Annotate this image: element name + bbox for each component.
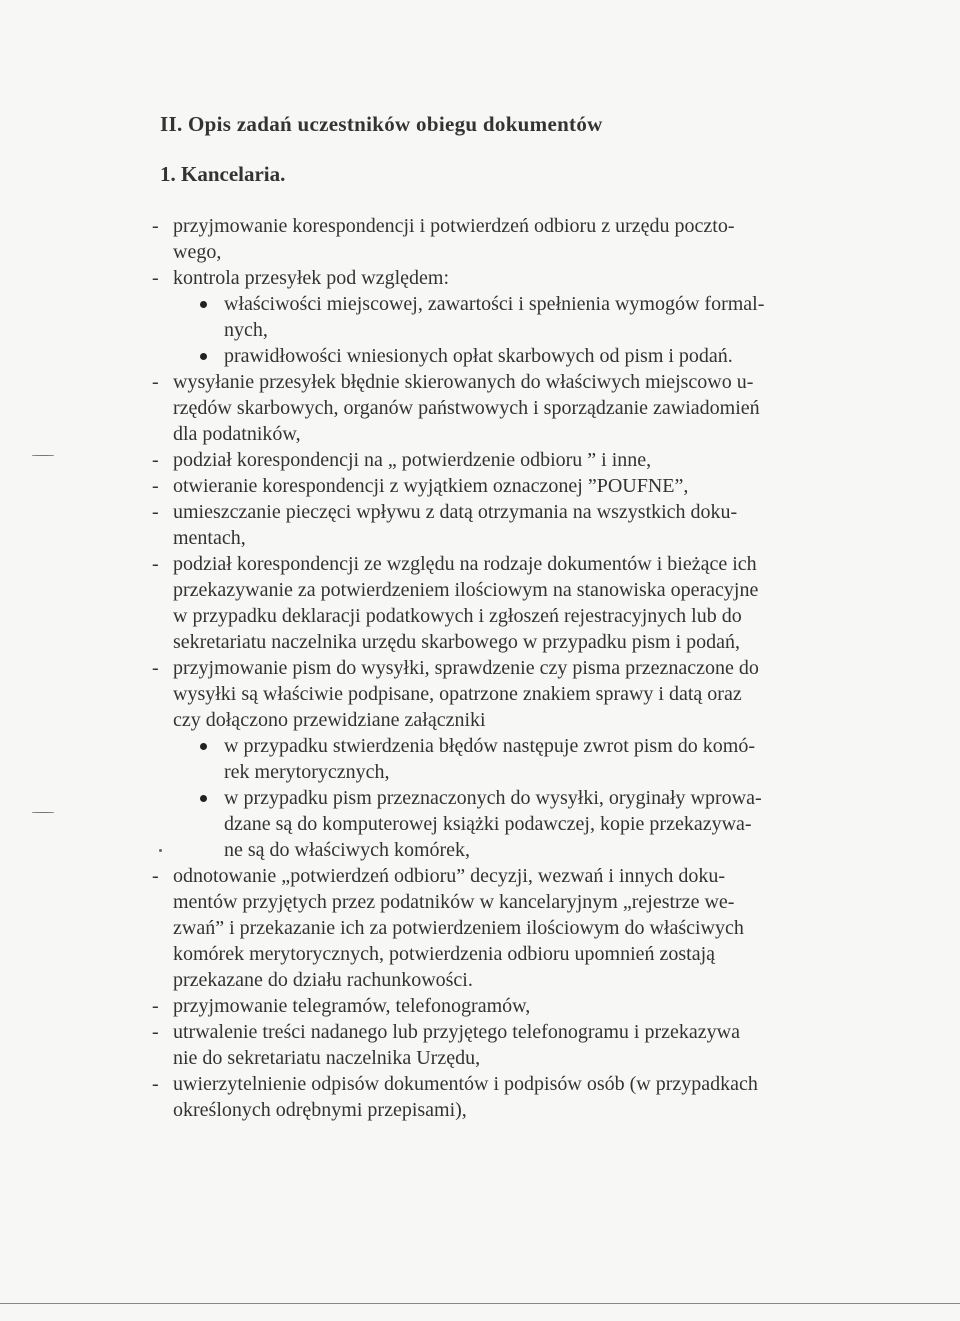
dash-marker: -	[152, 449, 159, 471]
scan-mark	[32, 812, 54, 813]
dash-marker: -	[152, 215, 159, 237]
item-text-line: wysyłki są właściwie podpisane, opatrzone znakiem sprawy i datą oraz	[173, 683, 742, 705]
list-item	[152, 473, 852, 499]
item-text-line: czy dołączono przewidziane załączniki	[173, 709, 486, 731]
item-text-line: nych,	[224, 319, 268, 341]
list-item	[152, 213, 852, 265]
dash-marker: -	[152, 995, 159, 1017]
item-text-line: w przypadku pism przeznaczonych do wysyłki, oryginały wprowa-	[224, 787, 762, 809]
dash-marker: -	[152, 865, 159, 887]
item-text-line: dzane są do komputerowej książki podawczej, kopie przekazywa-	[224, 813, 752, 835]
bullet-item	[176, 291, 852, 343]
dash-marker: -	[152, 553, 159, 575]
dash-marker: -	[152, 267, 159, 289]
bullet-item	[176, 785, 852, 863]
item-text-line: w przypadku deklaracji podatkowych i zgłoszeń rejestracyjnych lub do	[173, 605, 742, 627]
list-item	[152, 551, 852, 655]
item-text-line: w przypadku stwierdzenia błędów następuje zwrot pism do komó-	[224, 735, 755, 757]
item-text-line: przyjmowanie telegramów, telefonogramów,	[173, 995, 531, 1017]
item-text-line: przyjmowanie korespondencji i potwierdzeń odbioru z urzędu poczto-	[173, 215, 735, 237]
dash-marker: -	[152, 1073, 159, 1095]
item-text-line: mentów przyjętych przez podatników w kancelaryjnym „rejestrze we-	[173, 891, 735, 913]
item-text-line: utrwalenie treści nadanego lub przyjętego telefonogramu i przekazywa	[173, 1021, 740, 1043]
dash-marker: -	[152, 475, 159, 497]
item-text-line: kontrola przesyłek pod względem:	[173, 267, 450, 289]
dash-marker: -	[152, 1021, 159, 1043]
dash-marker: -	[152, 501, 159, 523]
item-text-line: właściwości miejscowej, zawartości i spełnienia wymogów formal-	[224, 293, 765, 315]
subsection-heading: 1. Kancelaria.	[160, 162, 286, 186]
list-item	[152, 265, 852, 291]
list-item	[152, 447, 852, 473]
item-text-line: nie do sekretariatu naczelnika Urzędu,	[173, 1047, 481, 1069]
item-text-line: rek merytorycznych,	[224, 761, 390, 783]
bullet-icon	[200, 795, 207, 802]
item-text-line: rzędów skarbowych, organów państwowych i sporządzanie zawiadomień	[173, 397, 760, 419]
item-text-line: podział korespondencji na „ potwierdzenie odbioru ” i inne,	[173, 449, 652, 471]
bullet-icon	[200, 353, 207, 360]
scan-mark	[32, 455, 54, 456]
list-item	[152, 993, 852, 1019]
list-item	[152, 499, 852, 551]
item-text-line: sekretariatu naczelnika urzędu skarbowego w przypadku pism i podań,	[173, 631, 741, 653]
item-text-line: podział korespondencji ze względu na rodzaje dokumentów i bieżące ich	[173, 553, 757, 575]
item-text-line: przekazane do działu rachunkowości.	[173, 969, 473, 991]
item-text-line: umieszczanie pieczęci wpływu z datą otrzymania na wszystkich doku-	[173, 501, 738, 523]
list-item	[152, 369, 852, 447]
list-item	[152, 1019, 852, 1071]
item-text-line: odnotowanie „potwierdzeń odbioru” decyzji, wezwań i innych doku-	[173, 865, 726, 887]
dash-marker: -	[152, 657, 159, 679]
item-text-line: mentach,	[173, 527, 246, 549]
bullet-icon	[200, 301, 207, 308]
item-text-line: przyjmowanie pism do wysyłki, sprawdzenie czy pisma przeznaczone do	[173, 657, 759, 679]
bullet-item	[176, 733, 852, 785]
item-text-line: określonych odrębnymi przepisami),	[173, 1099, 467, 1121]
item-text-line: komórek merytorycznych, potwierdzenia odbioru upomnień zostają	[173, 943, 716, 965]
item-text-line: wysyłanie przesyłek błędnie skierowanych do właściwych miejscowo u-	[173, 371, 754, 393]
item-text-line: uwierzytelnienie odpisów dokumentów i podpisów osób (w przypadkach	[173, 1073, 758, 1095]
item-text-line: przekazywanie za potwierdzeniem ilościowym na stanowiska operacyjne	[173, 579, 759, 601]
item-text-line: ne są do właściwych komórek,	[224, 839, 471, 861]
section-heading: II. Opis zadań uczestników obiegu dokumentów	[160, 112, 603, 136]
page-bottom-edge	[0, 1303, 960, 1304]
list-item	[152, 655, 852, 733]
item-text-line: otwieranie korespondencji z wyjątkiem oznaczonej ”POUFNE”,	[173, 475, 689, 497]
item-text-line: wego,	[173, 241, 222, 263]
item-text-line: dla podatników,	[173, 423, 301, 445]
dash-marker: -	[152, 371, 159, 393]
list-item	[152, 1071, 852, 1123]
item-text-line: prawidłowości wniesionych opłat skarbowych od pism i podań.	[224, 345, 733, 367]
task-list	[152, 213, 852, 1123]
item-text-line: zwań” i przekazanie ich za potwierdzeniem ilościowym do właściwych	[173, 917, 744, 939]
list-item	[152, 863, 852, 993]
scan-speck	[159, 849, 162, 852]
bullet-icon	[200, 743, 207, 750]
bullet-item	[176, 343, 852, 369]
